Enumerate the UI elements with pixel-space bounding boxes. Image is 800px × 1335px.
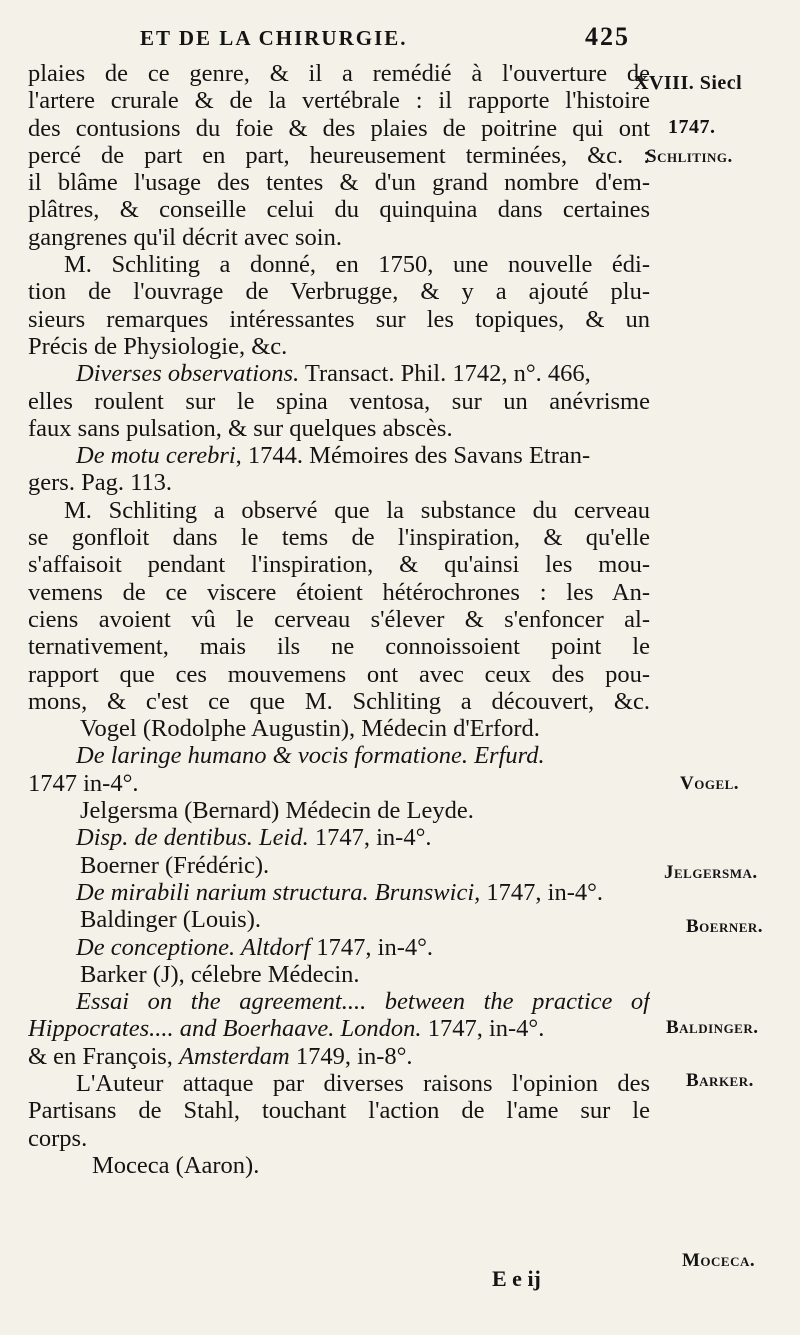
work-title: Hippocrates.... and Boerhaave. London. <box>28 1015 422 1043</box>
text-line: sieurs remarques intéressantes sur les topiques, & un <box>28 305 650 333</box>
page-number: 425 <box>585 22 630 51</box>
work-title: De motu cerebri <box>76 442 236 470</box>
text-line: percé de part en part, heureusement terminées, &c. : <box>28 141 650 169</box>
work-title: Essai on the agreement.... between the practice of <box>76 988 650 1016</box>
work-title: De laringe humano & vocis formatione. Erfurd. <box>76 742 545 770</box>
text-line: Précis de Physiologie, &c. <box>28 332 288 360</box>
margin-century: XVIII. Siecl <box>634 72 743 94</box>
citation: 1747, in-4°. <box>308 824 432 852</box>
text-line: Moceca (Aaron). <box>92 1151 260 1179</box>
text-line: Partisans de Stahl, touchant l'action de l'ame sur le <box>28 1097 650 1125</box>
text-line <box>28 988 650 1015</box>
text-line: corps. <box>28 1124 88 1152</box>
text-line <box>28 1015 650 1042</box>
text-line: plaies de ce genre, & il a remédié à l'ouverture de <box>28 60 650 87</box>
text-line: Barker (J), célebre Médecin. <box>80 960 360 988</box>
margin-name-vogel: Vogel. <box>680 773 740 794</box>
margin-name-boerner: Boerner. <box>686 916 764 937</box>
citation: 1749, in-8°. <box>289 1042 413 1070</box>
text-line: 1747 in-4°. <box>28 769 139 797</box>
page-header <box>140 22 630 58</box>
work-title: De mirabili narium structura. Brunswici, <box>76 878 481 906</box>
text-line: L'Auteur attaque par diverses raisons l'opinion des <box>76 1069 650 1097</box>
margin-name-schliting: Schliting. <box>646 146 733 167</box>
text-line: faux sans pulsation, & sur quelques abscès. <box>28 414 453 442</box>
place-name: Amsterdam <box>179 1042 290 1070</box>
text-line: M. Schliting a observé que la substance du cerveau <box>64 496 650 524</box>
main-text <box>28 60 650 1179</box>
work-title: De conceptione. Altdorf <box>76 933 311 961</box>
text-line <box>28 824 650 851</box>
text-line: ciens avoient vû le cerveau s'élever & s'enfoncer al- <box>28 605 650 633</box>
text-line: se gonfloit dans le tems de l'inspiration, & qu'elle <box>28 524 650 552</box>
citation: Transact. Phil. 1742, n°. 466, <box>299 360 591 388</box>
text-line: vemens de ce viscere étoient hétérochrones : les An- <box>28 578 650 606</box>
work-title: Diverses observations. <box>76 360 300 388</box>
text-line: des contusions du foie & des plaies de poitrine qui ont <box>28 114 650 142</box>
text-line: Vogel (Rodolphe Augustin), Médecin d'Erford. <box>80 715 540 743</box>
text-line: l'artere crurale & de la vertébrale : il rapporte l'histoire <box>28 87 650 115</box>
margin-name-barker: Barker. <box>686 1070 754 1091</box>
text-line: mons, & c'est ce que M. Schliting a découvert, &c. <box>28 687 650 715</box>
signature-mark: E e ij <box>492 1266 541 1291</box>
text-line: il blâme l'usage des tentes & d'un grand nombre d'em- <box>28 169 650 197</box>
running-title: ET DE LA CHIRURGIE. <box>140 26 408 50</box>
text-line <box>28 1043 650 1070</box>
text-line: gangrenes qu'il décrit avec soin. <box>28 223 342 251</box>
work-title: Disp. de dentibus. Leid. <box>76 824 309 852</box>
margin-year: 1747. <box>668 116 716 138</box>
text-line: rapport que ces mouvemens ont avec ceux des pou- <box>28 660 650 688</box>
margin-name-baldinger: Baldinger. <box>666 1017 759 1038</box>
margin-name-jelgersma: Jelgersma. <box>664 862 758 883</box>
citation: 1747, in-4°. <box>480 878 604 906</box>
text-line: M. Schliting a donné, en 1750, une nouvelle édi- <box>64 251 650 279</box>
margin-name-moceca: Moceca. <box>682 1250 756 1271</box>
citation: 1747, in-4°. <box>310 933 434 961</box>
text-line: ternativement, mais ils ne connoissoient point le <box>28 633 650 661</box>
citation: 1747, in-4°. <box>421 1015 545 1043</box>
text-line: s'affaisoit pendant l'inspiration, & qu'ainsi les mou- <box>28 551 650 579</box>
text-line <box>28 742 650 769</box>
text-line: elles roulent sur le spina ventosa, sur un anévrisme <box>28 387 650 415</box>
text-line <box>28 879 650 906</box>
text-line <box>28 360 650 387</box>
text-line <box>28 934 650 961</box>
text-line: Boerner (Frédéric). <box>80 851 270 879</box>
text-line <box>28 442 650 469</box>
text-line: Jelgersma (Bernard) Médecin de Leyde. <box>80 797 474 825</box>
citation: , 1744. Mémoires des Savans Etran- <box>235 442 591 470</box>
text-line: plâtres, & conseille celui du quinquina dans certaines <box>28 196 650 224</box>
text-line: Baldinger (Louis). <box>80 906 261 934</box>
citation: & en François, <box>28 1042 180 1070</box>
text-line: gers. Pag. 113. <box>28 469 173 497</box>
text-line: tion de l'ouvrage de Verbrugge, & y a ajouté plu- <box>28 278 650 306</box>
